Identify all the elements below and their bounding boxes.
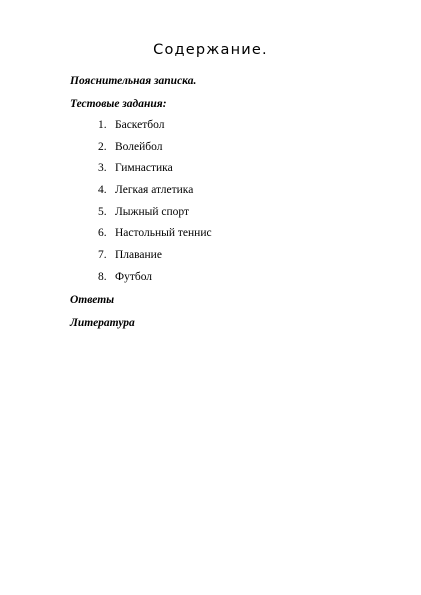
list-item-label: Настольный теннис bbox=[115, 227, 212, 239]
section-answers: Ответы bbox=[70, 294, 115, 306]
section-literature: Литература bbox=[70, 317, 135, 329]
list-item-number: 3. bbox=[98, 162, 107, 174]
section-test-tasks: Тестовые задания: bbox=[70, 98, 167, 110]
page-title: Содержание. bbox=[153, 42, 268, 58]
list-item-number: 4. bbox=[98, 184, 107, 196]
list-item-number: 8. bbox=[98, 271, 107, 283]
list-item-label: Футбол bbox=[115, 271, 153, 283]
list-item-number: 2. bbox=[98, 141, 107, 153]
list-item-number: 5. bbox=[98, 206, 107, 218]
list-item-number: 7. bbox=[98, 249, 107, 261]
list-item-number: 1. bbox=[98, 119, 107, 131]
list-item-label: Баскетбол bbox=[115, 119, 165, 131]
list-item-label: Гимнастика bbox=[115, 162, 173, 174]
section-explanatory-note: Пояснительная записка. bbox=[70, 75, 197, 87]
list-item-label: Легкая атлетика bbox=[115, 184, 194, 196]
list-item-label: Волейбол bbox=[115, 141, 163, 153]
list-item-label: Лыжный спорт bbox=[115, 206, 190, 218]
list-item-label: Плавание bbox=[115, 249, 162, 261]
list-item-number: 6. bbox=[98, 227, 107, 239]
